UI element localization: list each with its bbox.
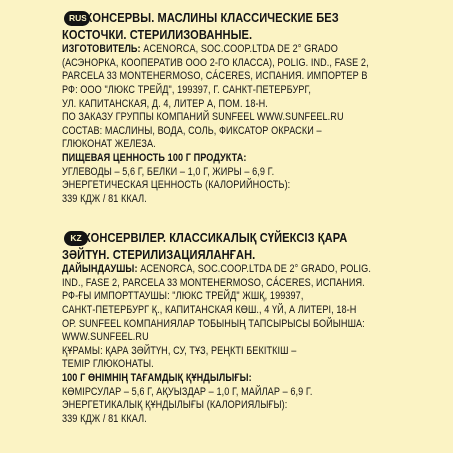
ru-manufacturer-line-3: PARCELA 33 MONTEHERMOSO, CÁCERES, ИСПАНИЯ. ИМПОРТЕР В [62, 70, 368, 83]
russian-section [62, 10, 422, 206]
ru-title-line-1: КОНСЕРВЫ. МАСЛИНЫ КЛАССИЧЕСКИЕ БЕЗ [85, 10, 339, 25]
ru-nutrition-line-2: ЭНЕРГЕТИЧЕСКАЯ ЦЕННОСТЬ (КАЛОРИЙНОСТЬ): [62, 179, 291, 192]
kz-manufacturer-line-5: ОР. SUNFEEL КОМПАНИЯЛАР ТОБЫНЫҢ ТАПСЫРЫСЫ БОЙЫНША: [62, 317, 365, 330]
ru-manufacturer-label: ИЗГОТОВИТЕЛЬ: [62, 43, 141, 56]
ru-manufacturer-line-6: ПО ЗАКАЗУ ГРУППЫ КОМПАНИЙ SUNFEEL WWW.SUNFEEL.RU [62, 111, 344, 124]
kz-nutrition-line-3: 339 КДЖ / 81 ККАЛ. [62, 412, 147, 425]
ru-nutrition-line-1: УГЛЕВОДЫ – 5,6 Г, БЕЛКИ – 1,0 Г, ЖИРЫ – 6,9 Г. [62, 165, 275, 178]
ru-manufacturer-text: ACENORCA, SOC.COOP.LTDA DE 2° GRADO [140, 43, 338, 56]
kz-title-line-1: КОНСЕРВІЛЕР. КЛАССИКАЛЫҚ СҮЙЕКСІЗ ҚАРА [83, 230, 348, 245]
kz-title-line-2: ЗӘЙТҮН. СТЕРИЛИЗАЦИЯЛАНҒАН. [62, 246, 256, 262]
ru-composition-line-2: ГЛЮКОНАТ ЖЕЛЕЗА. [62, 138, 156, 151]
kazakh-section [62, 230, 422, 426]
kz-manufacturer-line-1 [62, 263, 372, 277]
language-badge-kz: KZ [64, 231, 88, 246]
kz-nutrition-title: 100 Г ӨНІМНІҢ ТАҒАМДЫҚ ҚҰНДЫЛЫҒЫ: [62, 371, 252, 384]
ru-manufacturer-line-2: (АСЭНОРКА, КООПЕРАТИВ ООО 2-ГО КЛАССА), POLIG. IND., FASE 2, [62, 56, 369, 69]
ru-manufacturer-line-4: РФ: ООО "ЛЮКС ТРЕЙД", 199397, Г. САНКТ-ПЕТЕРБУРГ, [62, 83, 312, 96]
kz-manufacturer-line-4: САНКТ-ПЕТЕРБУРГ Қ., КАПИТАНСКАЯ КӨШ., 4 ҮЙ, А ЛИТЕРІ, 18-Н [62, 303, 357, 316]
kz-composition-line-1: ҚҰРАМЫ: ҚАРА ЗӘЙТҮН, СУ, ТҰЗ, РЕҢКТІ БЕКІТКІШ – [62, 344, 297, 357]
language-badge-rus: RUS [64, 11, 90, 26]
kz-composition-line-2: ТЕМІР ГЛЮКОНАТЫ. [62, 358, 154, 371]
ru-manufacturer-line-5: УЛ. КАПИТАНСКАЯ, Д. 4, ЛИТЕР А, ПОМ. 18-Н. [62, 97, 268, 110]
ru-manufacturer-line-1 [62, 43, 372, 57]
kz-manufacturer-line-2: IND., FASE 2, PARCELA 33 MONTEHERMOSO, CÁCERES, ИСПАНИЯ. [62, 276, 365, 289]
kz-manufacturer-line-3: РФ-ҒЫ ИМПОРТТАУШЫ: "ЛЮКС ТРЕЙД" ЖШҚ, 199397, [62, 290, 304, 303]
kz-manufacturer-label: ДАЙЫНДАУШЫ: [62, 263, 138, 276]
kz-nutrition-line-2: ЭНЕРГЕТИКАЛЫҚ ҚҰНДЫЛЫҒЫ (КАЛОРИЯЛЫҒЫ): [62, 399, 288, 412]
kz-nutrition-line-1: КӨМІРСУЛАР – 5,6 Г, АҚУЫЗДАР – 1,0 Г, МАЙЛАР – 6,9 Г. [62, 385, 313, 398]
ru-title-line-2: КОСТОЧКИ. СТЕРИЛИЗОВАННЫЕ. [62, 26, 253, 42]
ru-nutrition-title: ПИЩЕВАЯ ЦЕННОСТЬ 100 Г ПРОДУКТА: [62, 151, 247, 164]
ru-nutrition-line-3: 339 КДЖ / 81 ККАЛ. [62, 192, 147, 205]
ru-composition-line-1: СОСТАВ: МАСЛИНЫ, ВОДА, СОЛЬ, ФИКСАТОР ОКРАСКИ – [62, 124, 322, 137]
kz-manufacturer-line-6: WWW.SUNFEEL.RU [62, 331, 149, 344]
kz-manufacturer-text: ACENORCA, SOC.COOP.LTDA DE 2° GRADO, POLIG. [137, 263, 371, 276]
